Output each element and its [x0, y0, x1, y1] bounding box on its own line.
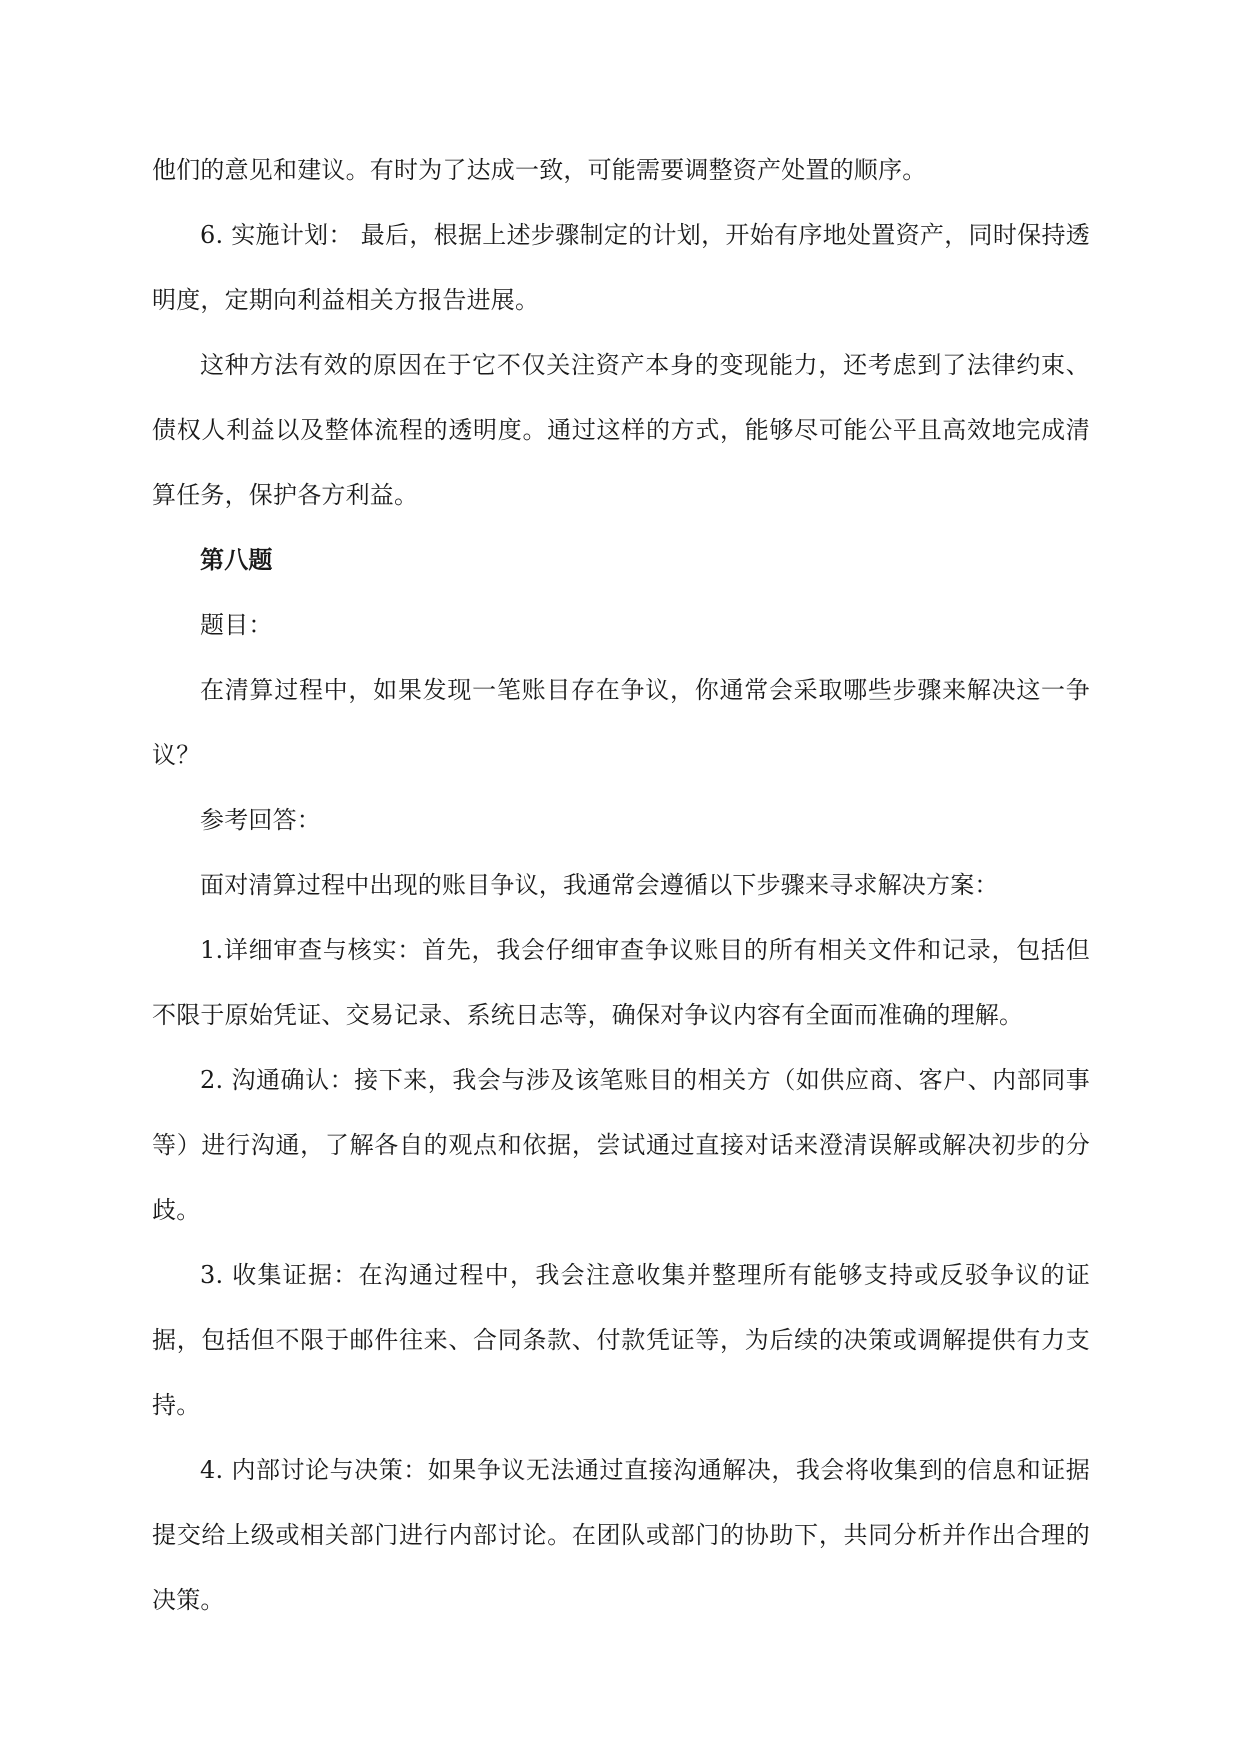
- paragraph-continuation: 他们的意见和建议。有时为了达成一致，可能需要调整资产处置的顺序。: [152, 156, 927, 184]
- answer-step-4: 4. 内部讨论与决策：如果争议无法通过直接沟通解决，我会将收集到的信息和证据提交给上级或相关部门进行内部讨论。在团队或部门的协助下，共同分析并作出合理的决策。: [152, 1456, 1090, 1614]
- answer-step-3: 3. 收集证据：在沟通过程中，我会注意收集并整理所有能够支持或反驳争议的证据，包括但不限于邮件往来、合同条款、付款凭证等，为后续的决策或调解提供有力支持。: [152, 1261, 1090, 1419]
- answer-label: 参考回答：: [200, 806, 321, 834]
- question-text: 在清算过程中，如果发现一笔账目存在争议，你通常会采取哪些步骤来解决这一争议？: [152, 676, 1090, 769]
- document-body: [152, 138, 1090, 1633]
- paragraph-summary: 这种方法有效的原因在于它不仅关注资产本身的变现能力，还考虑到了法律约束、债权人利益以及整体流程的透明度。通过这样的方式，能够尽可能公平且高效地完成清算任务，保护各方利益。: [152, 351, 1090, 509]
- question-label: 题目：: [200, 611, 273, 639]
- answer-intro: 面对清算过程中出现的账目争议，我通常会遵循以下步骤来寻求解决方案：: [200, 871, 999, 899]
- answer-step-2: 2. 沟通确认：接下来，我会与涉及该笔账目的相关方（如供应商、客户、内部同事等）进行沟通，了解各自的观点和依据，尝试通过直接对话来澄清误解或解决初步的分歧。: [152, 1066, 1090, 1224]
- paragraph-step-6: 6. 实施计划： 最后，根据上述步骤制定的计划，开始有序地处置资产，同时保持透明度，定期向利益相关方报告进展。: [152, 221, 1090, 314]
- section-heading: 第八题: [200, 546, 273, 574]
- answer-step-1: 1.详细审查与核实：首先，我会仔细审查争议账目的所有相关文件和记录，包括但不限于原始凭证、交易记录、系统日志等，确保对争议内容有全面而准确的理解。: [152, 936, 1090, 1029]
